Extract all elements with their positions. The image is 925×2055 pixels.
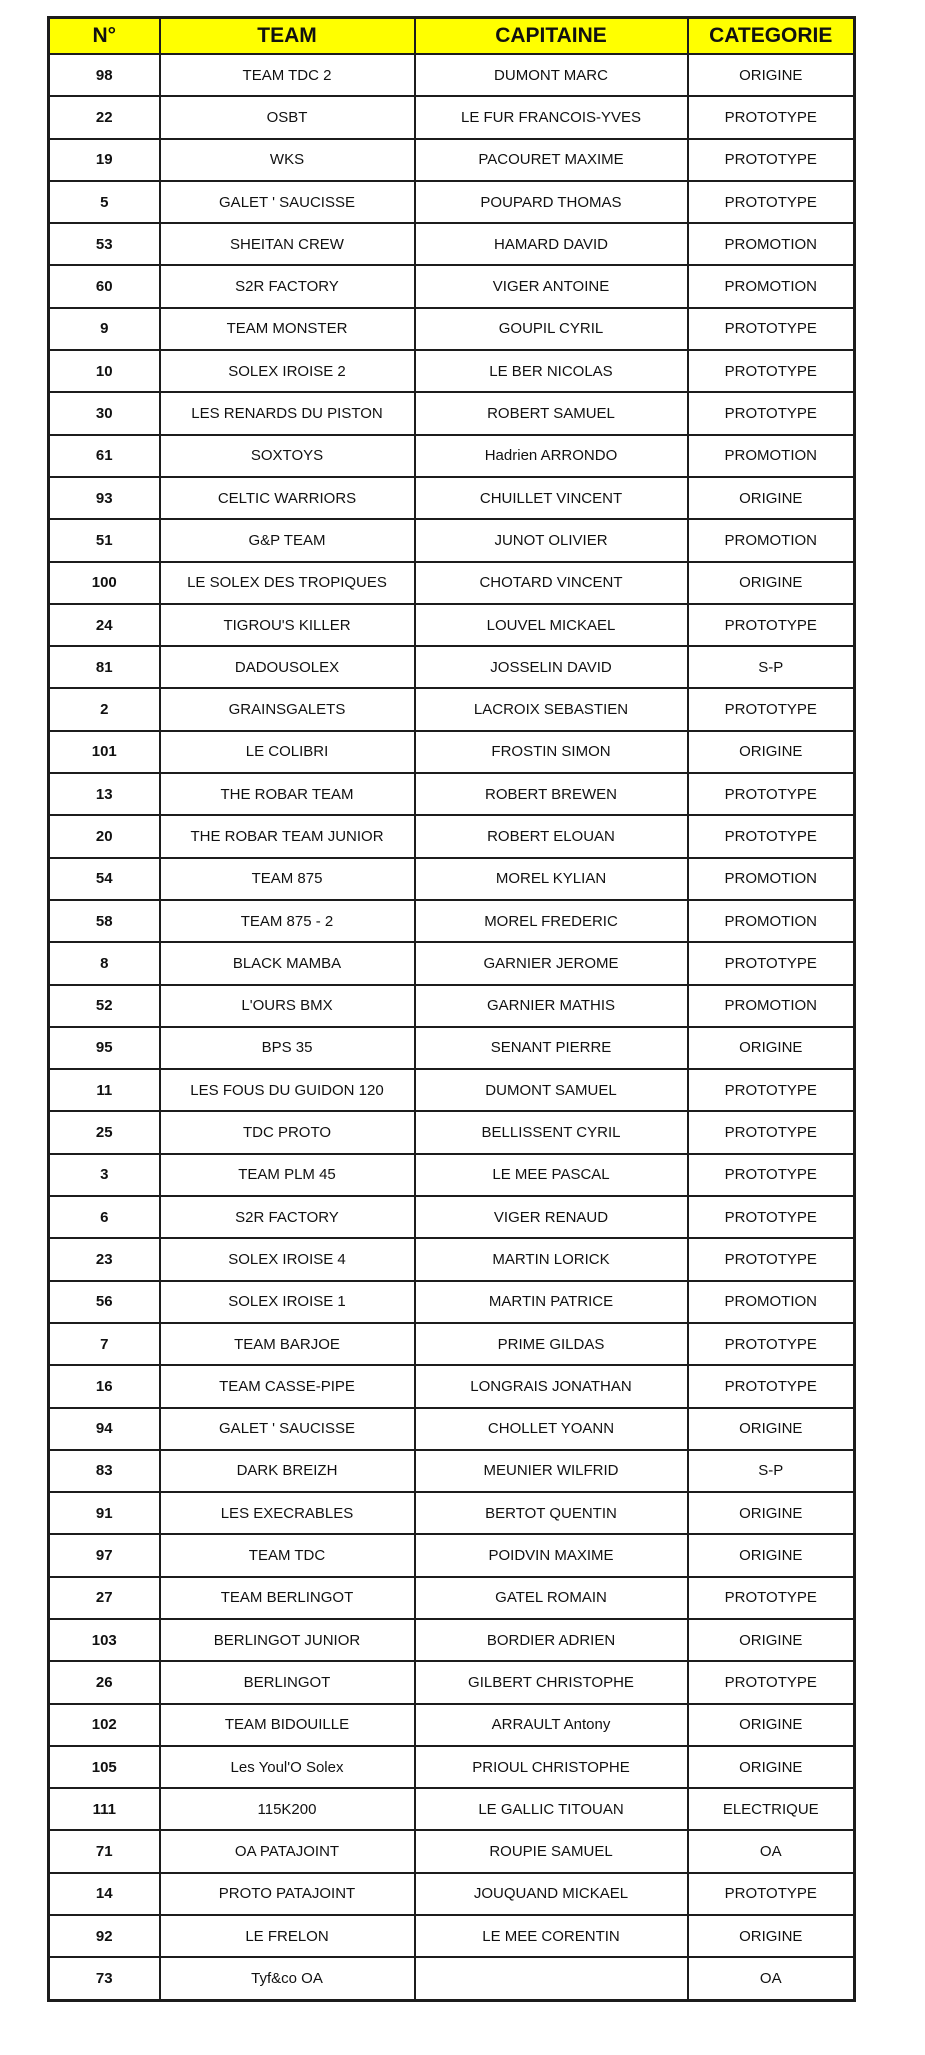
cell-num: 58 xyxy=(49,900,160,942)
table-row xyxy=(49,1492,855,1534)
cell-capitaine: CHOLLET YOANN xyxy=(415,1408,688,1450)
cell-categorie: OA xyxy=(688,1957,855,2000)
cell-team: TEAM PLM 45 xyxy=(160,1154,415,1196)
cell-categorie: PROTOTYPE xyxy=(688,139,855,181)
cell-num: 54 xyxy=(49,858,160,900)
cell-num: 24 xyxy=(49,604,160,646)
cell-num: 56 xyxy=(49,1281,160,1323)
cell-categorie: PROTOTYPE xyxy=(688,1111,855,1153)
cell-num: 3 xyxy=(49,1154,160,1196)
cell-team: BPS 35 xyxy=(160,1027,415,1069)
cell-capitaine: JOUQUAND MICKAEL xyxy=(415,1873,688,1915)
cell-num: 14 xyxy=(49,1873,160,1915)
cell-capitaine: POIDVIN MAXIME xyxy=(415,1534,688,1576)
cell-num: 22 xyxy=(49,96,160,138)
column-header-team: TEAM xyxy=(160,18,415,55)
cell-team: SOXTOYS xyxy=(160,435,415,477)
cell-team: DADOUSOLEX xyxy=(160,646,415,688)
table-row xyxy=(49,223,855,265)
cell-team: GALET ' SAUCISSE xyxy=(160,181,415,223)
cell-num: 16 xyxy=(49,1365,160,1407)
cell-team: DARK BREIZH xyxy=(160,1450,415,1492)
cell-num: 9 xyxy=(49,308,160,350)
cell-categorie: ORIGINE xyxy=(688,1492,855,1534)
cell-categorie: ORIGINE xyxy=(688,1027,855,1069)
table-header xyxy=(49,18,855,55)
cell-team: L'OURS BMX xyxy=(160,985,415,1027)
cell-team: TEAM 875 - 2 xyxy=(160,900,415,942)
cell-categorie: ORIGINE xyxy=(688,731,855,773)
cell-team: SOLEX IROISE 4 xyxy=(160,1238,415,1280)
table-row xyxy=(49,1746,855,1788)
cell-categorie: ORIGINE xyxy=(688,54,855,96)
cell-team: G&P TEAM xyxy=(160,519,415,561)
cell-team: TEAM TDC xyxy=(160,1534,415,1576)
table-row xyxy=(49,139,855,181)
cell-capitaine: VIGER ANTOINE xyxy=(415,265,688,307)
table-row xyxy=(49,1957,855,2000)
cell-categorie: PROTOTYPE xyxy=(688,1661,855,1703)
table-row xyxy=(49,562,855,604)
cell-team: TEAM BERLINGOT xyxy=(160,1577,415,1619)
cell-categorie: OA xyxy=(688,1830,855,1872)
cell-categorie: PROTOTYPE xyxy=(688,96,855,138)
cell-num: 19 xyxy=(49,139,160,181)
cell-capitaine xyxy=(415,1957,688,2000)
cell-capitaine: SENANT PIERRE xyxy=(415,1027,688,1069)
cell-num: 98 xyxy=(49,54,160,96)
cell-categorie: PROTOTYPE xyxy=(688,1873,855,1915)
cell-team: LE FRELON xyxy=(160,1915,415,1957)
cell-num: 73 xyxy=(49,1957,160,2000)
table-row xyxy=(49,1873,855,1915)
cell-capitaine: LACROIX SEBASTIEN xyxy=(415,688,688,730)
column-header-categorie: CATEGORIE xyxy=(688,18,855,55)
cell-capitaine: LE FUR FRANCOIS-YVES xyxy=(415,96,688,138)
cell-categorie: PROTOTYPE xyxy=(688,1323,855,1365)
cell-num: 5 xyxy=(49,181,160,223)
cell-num: 10 xyxy=(49,350,160,392)
table-row xyxy=(49,477,855,519)
table-row xyxy=(49,1281,855,1323)
cell-num: 2 xyxy=(49,688,160,730)
cell-categorie: PROTOTYPE xyxy=(688,1238,855,1280)
cell-num: 93 xyxy=(49,477,160,519)
table-row xyxy=(49,1577,855,1619)
cell-capitaine: JOSSELIN DAVID xyxy=(415,646,688,688)
table-row xyxy=(49,731,855,773)
cell-categorie: S-P xyxy=(688,1450,855,1492)
cell-num: 83 xyxy=(49,1450,160,1492)
cell-categorie: ORIGINE xyxy=(688,477,855,519)
cell-categorie: ORIGINE xyxy=(688,562,855,604)
cell-categorie: PROMOTION xyxy=(688,223,855,265)
cell-categorie: PROTOTYPE xyxy=(688,350,855,392)
cell-team: BLACK MAMBA xyxy=(160,942,415,984)
column-header-capitaine: CAPITAINE xyxy=(415,18,688,55)
cell-num: 20 xyxy=(49,815,160,857)
cell-team: TIGROU'S KILLER xyxy=(160,604,415,646)
cell-capitaine: MEUNIER WILFRID xyxy=(415,1450,688,1492)
cell-num: 111 xyxy=(49,1788,160,1830)
cell-capitaine: LONGRAIS JONATHAN xyxy=(415,1365,688,1407)
cell-team: TEAM CASSE-PIPE xyxy=(160,1365,415,1407)
cell-categorie: ORIGINE xyxy=(688,1534,855,1576)
cell-categorie: ORIGINE xyxy=(688,1746,855,1788)
cell-capitaine: HAMARD DAVID xyxy=(415,223,688,265)
cell-capitaine: MOREL KYLIAN xyxy=(415,858,688,900)
cell-capitaine: CHUILLET VINCENT xyxy=(415,477,688,519)
table-row xyxy=(49,942,855,984)
table-row xyxy=(49,519,855,561)
cell-team: S2R FACTORY xyxy=(160,265,415,307)
cell-capitaine: JUNOT OLIVIER xyxy=(415,519,688,561)
cell-categorie: PROTOTYPE xyxy=(688,688,855,730)
cell-team: LES EXECRABLES xyxy=(160,1492,415,1534)
cell-team: TEAM BIDOUILLE xyxy=(160,1704,415,1746)
cell-categorie: PROTOTYPE xyxy=(688,392,855,434)
cell-team: GRAINSGALETS xyxy=(160,688,415,730)
cell-capitaine: VIGER RENAUD xyxy=(415,1196,688,1238)
cell-team: OSBT xyxy=(160,96,415,138)
cell-team: SOLEX IROISE 1 xyxy=(160,1281,415,1323)
cell-num: 102 xyxy=(49,1704,160,1746)
cell-team: TEAM MONSTER xyxy=(160,308,415,350)
cell-categorie: ORIGINE xyxy=(688,1408,855,1450)
cell-categorie: PROTOTYPE xyxy=(688,815,855,857)
cell-capitaine: LE MEE PASCAL xyxy=(415,1154,688,1196)
cell-team: WKS xyxy=(160,139,415,181)
cell-categorie: PROMOTION xyxy=(688,1281,855,1323)
cell-categorie: ORIGINE xyxy=(688,1619,855,1661)
cell-team: PROTO PATAJOINT xyxy=(160,1873,415,1915)
cell-num: 103 xyxy=(49,1619,160,1661)
cell-capitaine: ARRAULT Antony xyxy=(415,1704,688,1746)
cell-capitaine: GATEL ROMAIN xyxy=(415,1577,688,1619)
table-row xyxy=(49,985,855,1027)
cell-categorie: PROTOTYPE xyxy=(688,1365,855,1407)
cell-capitaine: MARTIN LORICK xyxy=(415,1238,688,1280)
table-row xyxy=(49,1365,855,1407)
cell-capitaine: ROBERT SAMUEL xyxy=(415,392,688,434)
cell-team: THE ROBAR TEAM JUNIOR xyxy=(160,815,415,857)
cell-team: LES RENARDS DU PISTON xyxy=(160,392,415,434)
table-row xyxy=(49,1323,855,1365)
cell-capitaine: BORDIER ADRIEN xyxy=(415,1619,688,1661)
cell-categorie: PROMOTION xyxy=(688,265,855,307)
cell-capitaine: PRIOUL CHRISTOPHE xyxy=(415,1746,688,1788)
cell-categorie: PROTOTYPE xyxy=(688,604,855,646)
table-row xyxy=(49,815,855,857)
cell-categorie: PROTOTYPE xyxy=(688,1196,855,1238)
cell-capitaine: LE BER NICOLAS xyxy=(415,350,688,392)
table-row xyxy=(49,1619,855,1661)
cell-capitaine: ROUPIE SAMUEL xyxy=(415,1830,688,1872)
cell-num: 52 xyxy=(49,985,160,1027)
cell-num: 13 xyxy=(49,773,160,815)
cell-capitaine: CHOTARD VINCENT xyxy=(415,562,688,604)
cell-num: 26 xyxy=(49,1661,160,1703)
cell-num: 53 xyxy=(49,223,160,265)
table-row xyxy=(49,1915,855,1957)
table-row xyxy=(49,604,855,646)
cell-capitaine: GOUPIL CYRIL xyxy=(415,308,688,350)
cell-num: 8 xyxy=(49,942,160,984)
cell-team: LE COLIBRI xyxy=(160,731,415,773)
cell-capitaine: DUMONT SAMUEL xyxy=(415,1069,688,1111)
table-row xyxy=(49,1154,855,1196)
table-row xyxy=(49,1196,855,1238)
cell-num: 61 xyxy=(49,435,160,477)
cell-categorie: PROTOTYPE xyxy=(688,1069,855,1111)
cell-capitaine: FROSTIN SIMON xyxy=(415,731,688,773)
cell-capitaine: LE GALLIC TITOUAN xyxy=(415,1788,688,1830)
cell-capitaine: LE MEE CORENTIN xyxy=(415,1915,688,1957)
table-row xyxy=(49,646,855,688)
cell-num: 94 xyxy=(49,1408,160,1450)
cell-capitaine: POUPARD THOMAS xyxy=(415,181,688,223)
cell-capitaine: GILBERT CHRISTOPHE xyxy=(415,1661,688,1703)
cell-team: BERLINGOT xyxy=(160,1661,415,1703)
cell-team: THE ROBAR TEAM xyxy=(160,773,415,815)
cell-capitaine: PRIME GILDAS xyxy=(415,1323,688,1365)
cell-categorie: ELECTRIQUE xyxy=(688,1788,855,1830)
team-roster-table xyxy=(47,16,856,2002)
cell-categorie: PROTOTYPE xyxy=(688,773,855,815)
cell-num: 81 xyxy=(49,646,160,688)
cell-team: OA PATAJOINT xyxy=(160,1830,415,1872)
cell-num: 100 xyxy=(49,562,160,604)
cell-team: SHEITAN CREW xyxy=(160,223,415,265)
cell-team: 115K200 xyxy=(160,1788,415,1830)
column-header-num: N° xyxy=(49,18,160,55)
cell-team: Les Youl'O Solex xyxy=(160,1746,415,1788)
table-row xyxy=(49,1069,855,1111)
cell-capitaine: PACOURET MAXIME xyxy=(415,139,688,181)
table-row xyxy=(49,308,855,350)
cell-team: SOLEX IROISE 2 xyxy=(160,350,415,392)
cell-capitaine: Hadrien ARRONDO xyxy=(415,435,688,477)
cell-categorie: PROMOTION xyxy=(688,858,855,900)
table-row xyxy=(49,392,855,434)
cell-team: Tyf&co OA xyxy=(160,1957,415,2000)
table-row xyxy=(49,1450,855,1492)
cell-categorie: S-P xyxy=(688,646,855,688)
cell-num: 92 xyxy=(49,1915,160,1957)
cell-num: 30 xyxy=(49,392,160,434)
cell-capitaine: MOREL FREDERIC xyxy=(415,900,688,942)
table-row xyxy=(49,265,855,307)
cell-team: LE SOLEX DES TROPIQUES xyxy=(160,562,415,604)
cell-categorie: PROTOTYPE xyxy=(688,1577,855,1619)
cell-team: TEAM BARJOE xyxy=(160,1323,415,1365)
cell-categorie: PROMOTION xyxy=(688,435,855,477)
cell-team: S2R FACTORY xyxy=(160,1196,415,1238)
table-row xyxy=(49,1534,855,1576)
cell-capitaine: ROBERT BREWEN xyxy=(415,773,688,815)
cell-num: 91 xyxy=(49,1492,160,1534)
table-row xyxy=(49,350,855,392)
cell-num: 105 xyxy=(49,1746,160,1788)
cell-num: 7 xyxy=(49,1323,160,1365)
table-row xyxy=(49,181,855,223)
cell-categorie: ORIGINE xyxy=(688,1915,855,1957)
cell-categorie: PROTOTYPE xyxy=(688,1154,855,1196)
table-row xyxy=(49,1661,855,1703)
cell-capitaine: ROBERT ELOUAN xyxy=(415,815,688,857)
cell-capitaine: LOUVEL MICKAEL xyxy=(415,604,688,646)
cell-categorie: PROMOTION xyxy=(688,900,855,942)
cell-capitaine: BELLISSENT CYRIL xyxy=(415,1111,688,1153)
cell-num: 60 xyxy=(49,265,160,307)
cell-categorie: PROMOTION xyxy=(688,985,855,1027)
cell-num: 71 xyxy=(49,1830,160,1872)
cell-team: TDC PROTO xyxy=(160,1111,415,1153)
table-row xyxy=(49,54,855,96)
table-row xyxy=(49,1238,855,1280)
cell-capitaine: BERTOT QUENTIN xyxy=(415,1492,688,1534)
cell-categorie: PROTOTYPE xyxy=(688,308,855,350)
table-row xyxy=(49,1704,855,1746)
cell-team: TEAM TDC 2 xyxy=(160,54,415,96)
table-row xyxy=(49,1111,855,1153)
table-row xyxy=(49,1830,855,1872)
cell-num: 101 xyxy=(49,731,160,773)
cell-num: 6 xyxy=(49,1196,160,1238)
cell-team: TEAM 875 xyxy=(160,858,415,900)
header-row xyxy=(49,18,855,55)
cell-num: 23 xyxy=(49,1238,160,1280)
table-body xyxy=(49,54,855,2000)
cell-team: BERLINGOT JUNIOR xyxy=(160,1619,415,1661)
cell-capitaine: MARTIN PATRICE xyxy=(415,1281,688,1323)
table-row xyxy=(49,773,855,815)
cell-team: GALET ' SAUCISSE xyxy=(160,1408,415,1450)
cell-num: 51 xyxy=(49,519,160,561)
cell-num: 95 xyxy=(49,1027,160,1069)
cell-num: 11 xyxy=(49,1069,160,1111)
cell-num: 97 xyxy=(49,1534,160,1576)
table-row xyxy=(49,1408,855,1450)
cell-num: 27 xyxy=(49,1577,160,1619)
cell-categorie: PROTOTYPE xyxy=(688,181,855,223)
cell-capitaine: GARNIER JEROME xyxy=(415,942,688,984)
table-row xyxy=(49,688,855,730)
cell-capitaine: GARNIER MATHIS xyxy=(415,985,688,1027)
table-row xyxy=(49,858,855,900)
table-row xyxy=(49,435,855,477)
cell-categorie: PROMOTION xyxy=(688,519,855,561)
cell-num: 25 xyxy=(49,1111,160,1153)
cell-categorie: ORIGINE xyxy=(688,1704,855,1746)
cell-categorie: PROTOTYPE xyxy=(688,942,855,984)
table-row xyxy=(49,1027,855,1069)
cell-team: LES FOUS DU GUIDON 120 xyxy=(160,1069,415,1111)
cell-capitaine: DUMONT MARC xyxy=(415,54,688,96)
cell-team: CELTIC WARRIORS xyxy=(160,477,415,519)
table-row xyxy=(49,96,855,138)
table-row xyxy=(49,1788,855,1830)
table-row xyxy=(49,900,855,942)
